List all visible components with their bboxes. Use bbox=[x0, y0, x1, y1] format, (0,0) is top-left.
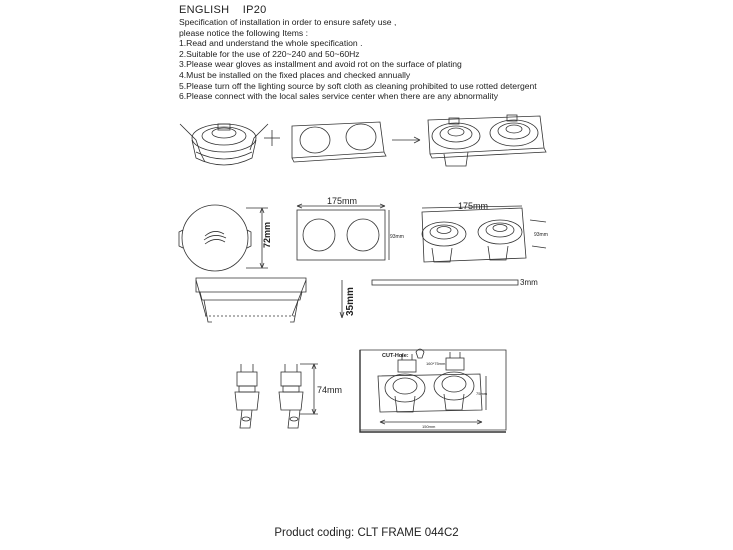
instruction-line: 1.Read and understand the whole specification . bbox=[179, 38, 363, 49]
width-175-label-assembled: 175mm bbox=[458, 201, 489, 211]
frame-top-view bbox=[297, 204, 389, 260]
instruction-line: 6.Please connect with the local sales service center when there are any abnormality bbox=[179, 91, 499, 102]
depth-93-label: 93mm bbox=[390, 234, 404, 240]
cut-hole-size-label: 160*75mm bbox=[426, 361, 446, 366]
cut-hole-label: CUT-Hole: bbox=[382, 353, 409, 359]
assembled-frame-drawing bbox=[428, 115, 546, 166]
language-label: ENGLISH bbox=[179, 4, 230, 16]
frame-side-view bbox=[372, 280, 518, 285]
instruction-line: 5.Please turn off the lighting source by soft cloth as cleaning prohibited to use rotted detergent bbox=[179, 80, 537, 91]
height-35-dimension bbox=[340, 280, 344, 318]
height-35-label: 35mm bbox=[345, 287, 356, 316]
instruction-line: 2.Suitable for the use of 220~240 and 50~60Hz bbox=[179, 48, 360, 59]
ip-rating: IP20 bbox=[242, 4, 267, 16]
height-74-label: 74mm bbox=[317, 385, 343, 395]
downlight-side-view bbox=[196, 278, 306, 322]
thickness-3-label: 3mm bbox=[520, 278, 538, 287]
instruction-line: 3.Please wear gloves as installment and avoid rot on the surface of plating bbox=[179, 59, 462, 70]
downlight-top-view bbox=[179, 205, 268, 271]
depth-93-label-assembled: 93mm bbox=[534, 232, 548, 238]
arrow-right-icon bbox=[392, 137, 420, 143]
height-72-label: 72mm bbox=[262, 221, 272, 248]
lamp-holders-drawing bbox=[235, 364, 318, 428]
instruction-line: please notice the following Items : bbox=[179, 27, 308, 38]
cut-width-150-label: 150mm bbox=[422, 424, 436, 429]
cut-depth-75-label: 75mm bbox=[476, 391, 488, 396]
assembled-top-view bbox=[422, 206, 546, 262]
instruction-line: Specification of installation in order to ensure safety use , bbox=[179, 17, 397, 27]
plus-icon bbox=[264, 130, 280, 146]
product-code: Product coding: CLT FRAME 044C2 bbox=[274, 527, 459, 539]
downlight-perspective-drawing bbox=[180, 124, 268, 165]
frame-perspective-drawing bbox=[292, 122, 386, 162]
width-175-label: 175mm bbox=[327, 196, 358, 206]
instruction-line: 4.Must be installed on the fixed places and checked annually bbox=[179, 69, 411, 80]
